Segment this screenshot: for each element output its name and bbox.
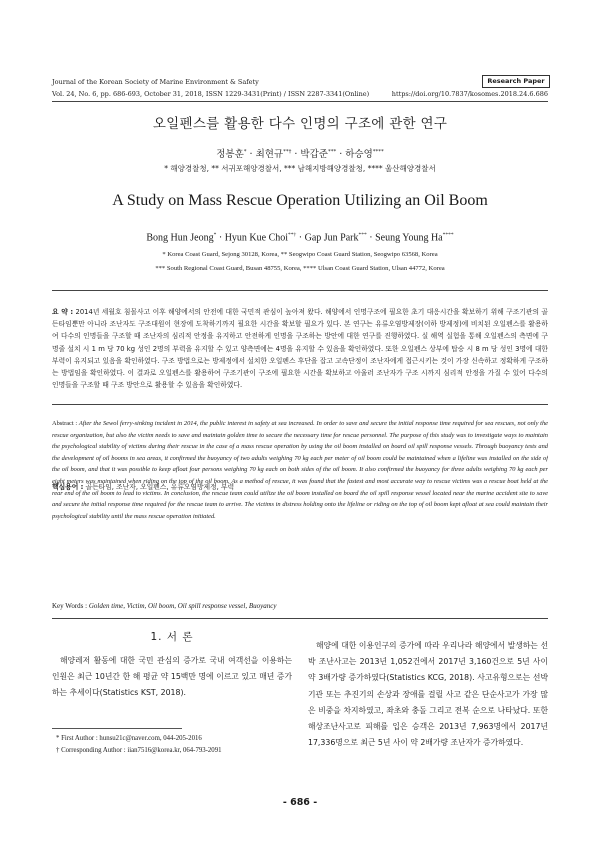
footnote-rule [52, 728, 182, 729]
author-mark: * [243, 148, 247, 155]
korean-authors [52, 146, 548, 160]
abstract-top-rule [52, 290, 548, 291]
korean-affiliation: * 해양경찰청, ** 서귀포해양경찰서, *** 남해지방해양경찰청, **** 울산해양경찰서 [164, 164, 436, 173]
corresponding-author-footnote: † Corresponding Author : iian7516@korea.kr, 064-793-2091 [56, 747, 222, 754]
author-separator: · [296, 232, 305, 244]
author-separator: · [246, 149, 256, 160]
journal-name: Journal of the Korean Society of Marine Environment & Safety [52, 78, 259, 86]
doi-link[interactable]: https://doi.org/10.7837/kosomes.2018.24.6.686 [391, 90, 548, 98]
english-authors [52, 232, 548, 243]
header-rule [52, 101, 548, 102]
author-name: Seung Young Ha [375, 232, 443, 244]
korean-abstract-text: 2014년 세월호 침몰사고 이후 해양에서의 안전에 대한 국민적 관심이 높아져 왔다. 해양에서 인명구조에 필요한 초기 대응시간을 확보하기 위해 구조기관의 골든타임뿐만 아니라 조난자도 구조대원이 현장에 도착하기까지 필요한 시간을 확보할 필요가 있다. 본 연구는 유류오염방제장(이하 방제정)에 비치된 오일펜스를 활용하여 다수의 인명들을 구조할 때 조난자의 심리적 안정을 유지하고 안전하게 인명을 구조하는 방안에 대한 연구를 진행하였다. 실 해역 실험을 통해 오일펜스의 측면에 구명줄 설치 시 1 m 당 70 kg 성인 2명의 부력을 유지할 수 있고 양측면에는 4명을 유지할 수 있음을 확인하였다. 또한 오일펜스 상부에 탑승 시 8 m 당 성인 3명에 대한 부력이 유지되고 있음을 확인하였다. 구조 방법으로는 방제정에서 설치한 오일펜스 후단을 잡고 고속단정이 조난자에게 접근시키는 것이 가장 신속하고 정확하게 구조하는 방법임을 확인하였다. 이 결과로 오일펜스를 활용하여 구조기관이 구조에 필요한 시간을 확보하고 아울러 조난자가 구조 시까지 심리적 안정을 가질 수 있어 다수의 인명들을 구조할 때 구조 방안으로 활용할 수 있음을 확인하였다. [52, 308, 548, 390]
english-keywords-text: Golden time, Victim, Oil boom, Oil spill response vessel, Buoyancy [88, 602, 277, 610]
author-name: 박갑준 [300, 149, 328, 160]
english-abstract [52, 418, 548, 580]
intro-right-paragraph: 해양에 대한 이용인구의 증가에 따라 우리나라 해양에서 발생하는 선박 조난사고는 2013년 1,052건에서 2017년 3,160건으로 5년 사이 약 3배가량 증가하였다(Statistics KCG, 2018). 사고유형으로는 선박기관 또는 추진기의 손상과 장애를 걸릴 사고 같은 단순사고가 가장 많은 비중을 차지하였고, 좌초와 충돌 그리고 전복 순으로 나타났다. 또한 해상조난사고로 피해를 입은 승객은 2013년 7,963명에서 2017년 17,336명으로 최근 5년 사이 약 2배가량 조난자가 증가하였다. [308, 641, 548, 748]
author-separator: · [366, 232, 376, 244]
author-mark: **† [283, 148, 292, 155]
author-separator: · [291, 149, 301, 160]
author-mark: *** [327, 148, 337, 155]
korean-title: 오일펜스를 활용한 다수 인명의 구조에 관한 연구 [152, 116, 448, 132]
author-mark: *** [358, 232, 367, 238]
english-abstract-label: Abstract : [52, 420, 78, 427]
intro-left-paragraph: 해양레저 활동에 대한 국민 관심의 증가로 국내 여객선을 이용하는 인원은 최근 10년간 한 해 평균 약 15백만 명에 이르고 있고 매년 증가하는 추세이다(Statistics KST, 2018). [52, 656, 292, 698]
english-abstract-text: After the Sewol ferry-sinking incident in 2014, the public interest in safety at sea increased. In order to save and secure the initial response time required for sea rescues, not only the rescue organization, but also the victim needs to save and maintain golden time to secure the necessary time for rescue personnel. The purpose of this study was to investigate ways to maintain the psychological stability of victims during their rescue in the case of a mass rescue operation by using the oil boom installed on board oil spill response vessels. Through buoyancy tests and the development of oil booms in sea areas, it confirmed the buoyancy of two adults weighing 70 kg each per meter of oil boom could be maintained when a lifeline was installed on the side of the oil boom, and that it was possible to keep afloat four persons weighing 70 kg each on both sides of the oil boom. It also confirmed the buoyancy for three adults weighing 70 kg each per eight meters was maintained when riding on the top of the oil boom. As a method of rescue, it was found that the fastest and most accurate way to rescue victims was a rescue boat held at the rear end of the oil boom to lead to victims. In conclusion, the rescue team could utilize the oil boom installed on board the oil spill response vessel located near the marine accident site to save and secure the initial response time required for the rescue team to arrive. The victims in distress holding onto the lifeline or riding on the top of oil boom kept afloat at sea could maintain their psychological stability until the mass rescue operation initiated. [52, 420, 548, 520]
first-author-footnote: * First Author : hunsu21c@naver.com, 044-205-2016 [56, 735, 202, 742]
korean-keywords-label: 핵심용어 : [52, 483, 84, 491]
author-mark: **† [288, 232, 297, 238]
english-title: A Study on Mass Rescue Operation Utilizing an Oil Boom [112, 192, 488, 209]
research-paper-badge: Research Paper [482, 75, 550, 88]
author-mark: * [213, 232, 217, 238]
issue-info: Vol. 24, No. 6, pp. 686-693, October 31, 2018, ISSN 1229-3431(Print) / ISSN 2287-3341(Online) [52, 90, 370, 98]
korean-abstract-label: 요 약 : [52, 308, 74, 316]
author-mark: **** [442, 232, 454, 238]
abstract-bottom-rule [52, 618, 548, 619]
author-separator: · [216, 232, 225, 244]
author-name: 정봉훈 [216, 149, 244, 160]
author-mark: **** [372, 148, 384, 155]
section-title: 1. 서 론 [150, 631, 194, 643]
korean-keywords-text: 골든타임, 조난자, 오일펜스, 유류오염방제정, 부력 [85, 483, 235, 491]
abstract-middle-rule [52, 404, 548, 405]
english-keywords-label: Key Words : [52, 602, 88, 610]
author-separator: · [336, 149, 346, 160]
english-affiliation-2: *** South Regional Coast Guard, Busan 48755, Korea, **** Ulsan Coast Guard Station, Ulsan 44772, Korea [155, 265, 445, 272]
author-name: 하승영 [345, 149, 373, 160]
author-name: Hyun Kue Choi [224, 232, 289, 244]
author-name: Gap Jun Park [304, 232, 359, 244]
english-keywords [52, 602, 548, 610]
author-name: 최현규 [255, 149, 284, 160]
page-number: - 686 - [282, 797, 318, 808]
author-name: Bong Hun Jeong [146, 232, 214, 244]
english-affiliation-1: * Korea Coast Guard, Sejong 30128, Korea, ** Seogwipo Coast Guard Station, Seogwipo 63568, Korea [162, 251, 438, 258]
